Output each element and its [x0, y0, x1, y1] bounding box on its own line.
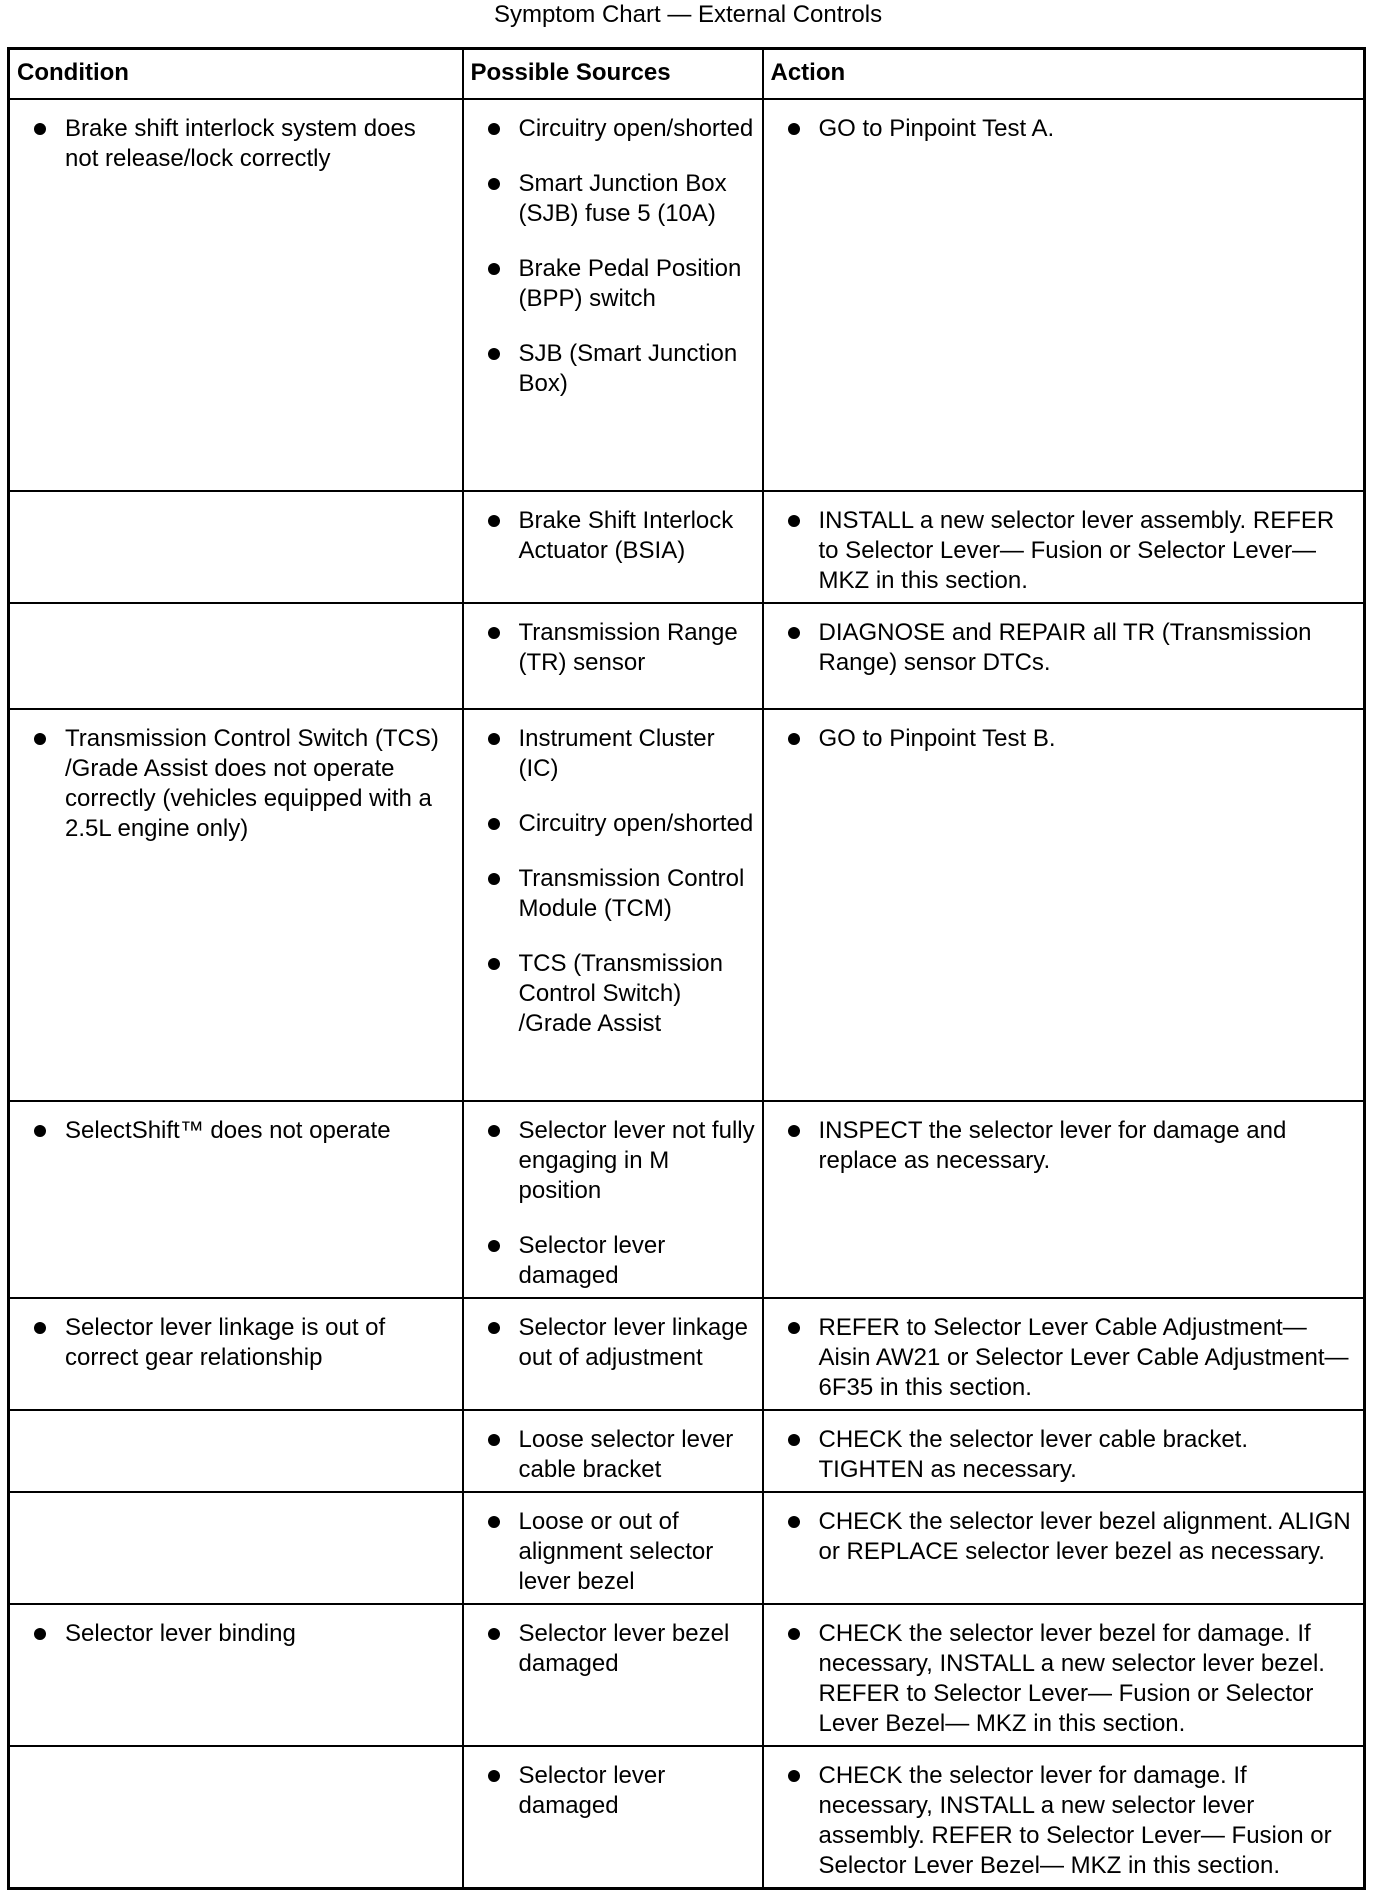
action-cell — [763, 603, 1365, 709]
bullet-icon — [488, 123, 500, 135]
bullet-icon — [788, 733, 800, 745]
list-item — [764, 618, 1358, 678]
bullet-list — [464, 710, 762, 1045]
condition-cell — [9, 1604, 463, 1746]
bullet-icon — [34, 1628, 46, 1640]
header-possible-sources: Possible Sources — [463, 49, 763, 100]
item-text: CHECK the selector lever for damage. If necessary, INSTALL a new selector lever assembly. REFER to Selector Lever— Fusion or Selector Lever Bezel— MKZ in this section. — [818, 1762, 1332, 1879]
item-text: Transmission Control Module (TCM) — [518, 865, 745, 922]
item-text: Selector lever bezel damaged — [518, 1620, 730, 1677]
item-text: Circuitry open/shorted — [518, 810, 754, 837]
table-row — [9, 709, 1365, 1101]
header-condition: Condition — [9, 49, 463, 100]
item-text: Brake Shift Interlock Actuator (BSIA) — [518, 507, 734, 564]
item-text: INSPECT the selector lever for damage and replace as necessary. — [818, 1117, 1287, 1174]
action-cell — [763, 1410, 1365, 1492]
bullet-icon — [788, 1628, 800, 1640]
bullet-list — [464, 100, 762, 405]
bullet-list — [464, 1747, 762, 1827]
list-item — [464, 949, 756, 1039]
bullet-icon — [488, 263, 500, 275]
bullet-list — [10, 604, 462, 624]
list-item — [764, 506, 1358, 596]
condition-cell — [9, 491, 463, 603]
bullet-list — [10, 1299, 462, 1379]
bullet-icon — [488, 1434, 500, 1446]
action-cell — [763, 1604, 1365, 1746]
item-text: CHECK the selector lever cable bracket. TIGHTEN as necessary. — [818, 1426, 1249, 1483]
list-item — [764, 114, 1358, 144]
bullet-list — [464, 1493, 762, 1603]
bullet-icon — [34, 733, 46, 745]
list-item — [464, 864, 756, 924]
condition-cell — [9, 603, 463, 709]
possible-sources-cell — [463, 1746, 763, 1889]
possible-sources-cell — [463, 1298, 763, 1410]
bullet-list — [764, 1493, 1364, 1573]
possible-sources-cell — [463, 1492, 763, 1604]
action-cell — [763, 1492, 1365, 1604]
bullet-list — [764, 100, 1364, 150]
list-item — [764, 1313, 1358, 1403]
chart-title: Symptom Chart — External Controls — [493, 1, 883, 28]
item-text: Brake shift interlock system does not release/lock correctly — [65, 115, 416, 172]
bullet-list — [464, 1411, 762, 1491]
bullet-list — [464, 1102, 762, 1297]
bullet-icon — [788, 1770, 800, 1782]
list-item — [464, 114, 756, 144]
list-item — [764, 1619, 1358, 1739]
possible-sources-cell — [463, 491, 763, 603]
bullet-list — [764, 1411, 1364, 1491]
bullet-list — [764, 1102, 1364, 1182]
bullet-icon — [488, 733, 500, 745]
action-cell — [763, 1101, 1365, 1298]
table-row — [9, 1746, 1365, 1889]
possible-sources-cell — [463, 603, 763, 709]
bullet-list — [764, 710, 1364, 760]
list-item — [464, 1313, 756, 1373]
action-cell — [763, 99, 1365, 491]
list-item — [764, 1761, 1358, 1881]
item-text: CHECK the selector lever bezel alignment. ALIGN or REPLACE selector lever bezel as necessary. — [818, 1508, 1351, 1565]
condition-cell — [9, 1298, 463, 1410]
bullet-icon — [488, 1628, 500, 1640]
bullet-list — [464, 492, 762, 572]
action-cell — [763, 491, 1365, 603]
bullet-list — [464, 604, 762, 684]
table-row — [9, 491, 1365, 603]
bullet-list — [10, 1102, 462, 1152]
bullet-icon — [488, 1240, 500, 1252]
item-text: Instrument Cluster (IC) — [518, 725, 715, 782]
condition-cell — [9, 709, 463, 1101]
item-text: REFER to Selector Lever Cable Adjustment— Aisin AW21 or Selector Lever Cable Adjustment— 6F35 in this section. — [818, 1314, 1349, 1401]
possible-sources-cell — [463, 1410, 763, 1492]
bullet-icon — [788, 627, 800, 639]
item-text: Transmission Control Switch (TCS) /Grade Assist does not operate correctly (vehicles equipped with a 2.5L engine only) — [65, 725, 439, 842]
item-text: GO to Pinpoint Test A. — [818, 115, 1055, 142]
bullet-list — [10, 1747, 462, 1767]
list-item — [10, 114, 456, 174]
action-cell — [763, 1746, 1365, 1889]
bullet-list — [764, 1605, 1364, 1745]
action-cell — [763, 709, 1365, 1101]
item-text: Selector lever damaged — [518, 1232, 666, 1289]
condition-cell — [9, 1101, 463, 1298]
table-header-row — [9, 49, 1365, 100]
list-item — [764, 1116, 1358, 1176]
bullet-icon — [788, 123, 800, 135]
condition-cell — [9, 1746, 463, 1889]
list-item — [764, 1425, 1358, 1485]
item-text: Selector lever linkage is out of correct gear relationship — [65, 1314, 386, 1371]
bullet-icon — [788, 1322, 800, 1334]
table-row — [9, 99, 1365, 491]
list-item — [464, 1425, 756, 1485]
header-action: Action — [763, 49, 1365, 100]
list-item — [464, 724, 756, 784]
item-text: Selector lever damaged — [518, 1762, 666, 1819]
table-row — [9, 1298, 1365, 1410]
table-row — [9, 1604, 1365, 1746]
bullet-icon — [488, 178, 500, 190]
table-row — [9, 1410, 1365, 1492]
possible-sources-cell — [463, 1604, 763, 1746]
table-row — [9, 603, 1365, 709]
bullet-icon — [488, 1516, 500, 1528]
bullet-icon — [788, 1434, 800, 1446]
item-text: Loose selector lever cable bracket — [518, 1426, 734, 1483]
item-text: DIAGNOSE and REPAIR all TR (Transmission Range) sensor DTCs. — [818, 619, 1312, 676]
bullet-icon — [488, 348, 500, 360]
item-text: Loose or out of alignment selector lever bezel — [518, 1508, 714, 1595]
list-item — [10, 1619, 456, 1649]
bullet-list — [10, 492, 462, 512]
bullet-list — [464, 1605, 762, 1685]
item-text: Brake Pedal Position (BPP) switch — [518, 255, 742, 312]
list-item — [464, 169, 756, 229]
table-row — [9, 1101, 1365, 1298]
bullet-icon — [488, 958, 500, 970]
bullet-list — [764, 604, 1364, 684]
list-item — [464, 506, 756, 566]
list-item — [464, 1619, 756, 1679]
bullet-list — [764, 492, 1364, 602]
condition-cell — [9, 99, 463, 491]
list-item — [464, 809, 756, 839]
bullet-icon — [34, 1125, 46, 1137]
table-body — [9, 99, 1365, 1889]
list-item — [464, 254, 756, 314]
list-item — [10, 1313, 456, 1373]
item-text: CHECK the selector lever bezel for damage. If necessary, INSTALL a new selector lever bezel. REFER to Selector Lever— Fusion or Selector Lever Bezel— MKZ in this section. — [818, 1620, 1325, 1737]
list-item — [464, 1231, 756, 1291]
condition-cell — [9, 1410, 463, 1492]
item-text: Selector lever linkage out of adjustment — [518, 1314, 748, 1371]
list-item — [10, 724, 456, 844]
possible-sources-cell — [463, 709, 763, 1101]
bullet-list — [464, 1299, 762, 1379]
list-item — [464, 1761, 756, 1821]
item-text: GO to Pinpoint Test B. — [818, 725, 1056, 752]
bullet-icon — [488, 627, 500, 639]
possible-sources-cell — [463, 1101, 763, 1298]
bullet-list — [764, 1299, 1364, 1409]
bullet-icon — [488, 515, 500, 527]
symptom-chart-table — [7, 47, 1366, 1890]
bullet-icon — [788, 1125, 800, 1137]
bullet-list — [10, 1605, 462, 1655]
bullet-list — [764, 1747, 1364, 1887]
item-text: SelectShift™ does not operate — [65, 1117, 391, 1144]
bullet-list — [10, 710, 462, 850]
table-row — [9, 1492, 1365, 1604]
bullet-list — [10, 1411, 462, 1431]
possible-sources-cell — [463, 99, 763, 491]
bullet-icon — [34, 1322, 46, 1334]
bullet-icon — [488, 1322, 500, 1334]
bullet-icon — [488, 1125, 500, 1137]
item-text: Smart Junction Box (SJB) fuse 5 (10A) — [518, 170, 727, 227]
item-text: Circuitry open/shorted — [518, 115, 754, 142]
condition-cell — [9, 1492, 463, 1604]
list-item — [464, 1116, 756, 1206]
bullet-icon — [788, 1516, 800, 1528]
list-item — [764, 1507, 1358, 1567]
bullet-icon — [788, 515, 800, 527]
list-item — [464, 618, 756, 678]
bullet-icon — [488, 1770, 500, 1782]
bullet-list — [10, 1493, 462, 1513]
bullet-list — [10, 100, 462, 180]
bullet-icon — [488, 873, 500, 885]
item-text: Transmission Range (TR) sensor — [518, 619, 738, 676]
list-item — [764, 724, 1358, 754]
item-text: SJB (Smart Junction Box) — [518, 340, 738, 397]
item-text: Selector lever binding — [65, 1620, 296, 1647]
list-item — [10, 1116, 456, 1146]
item-text: Selector lever not fully engaging in M position — [518, 1117, 755, 1204]
item-text: TCS (Transmission Control Switch) /Grade Assist — [518, 950, 723, 1037]
bullet-icon — [34, 123, 46, 135]
item-text: INSTALL a new selector lever assembly. REFER to Selector Lever— Fusion or Selector Lever— MKZ in this section. — [818, 507, 1335, 594]
action-cell — [763, 1298, 1365, 1410]
list-item — [464, 1507, 756, 1597]
list-item — [464, 339, 756, 399]
bullet-icon — [488, 818, 500, 830]
